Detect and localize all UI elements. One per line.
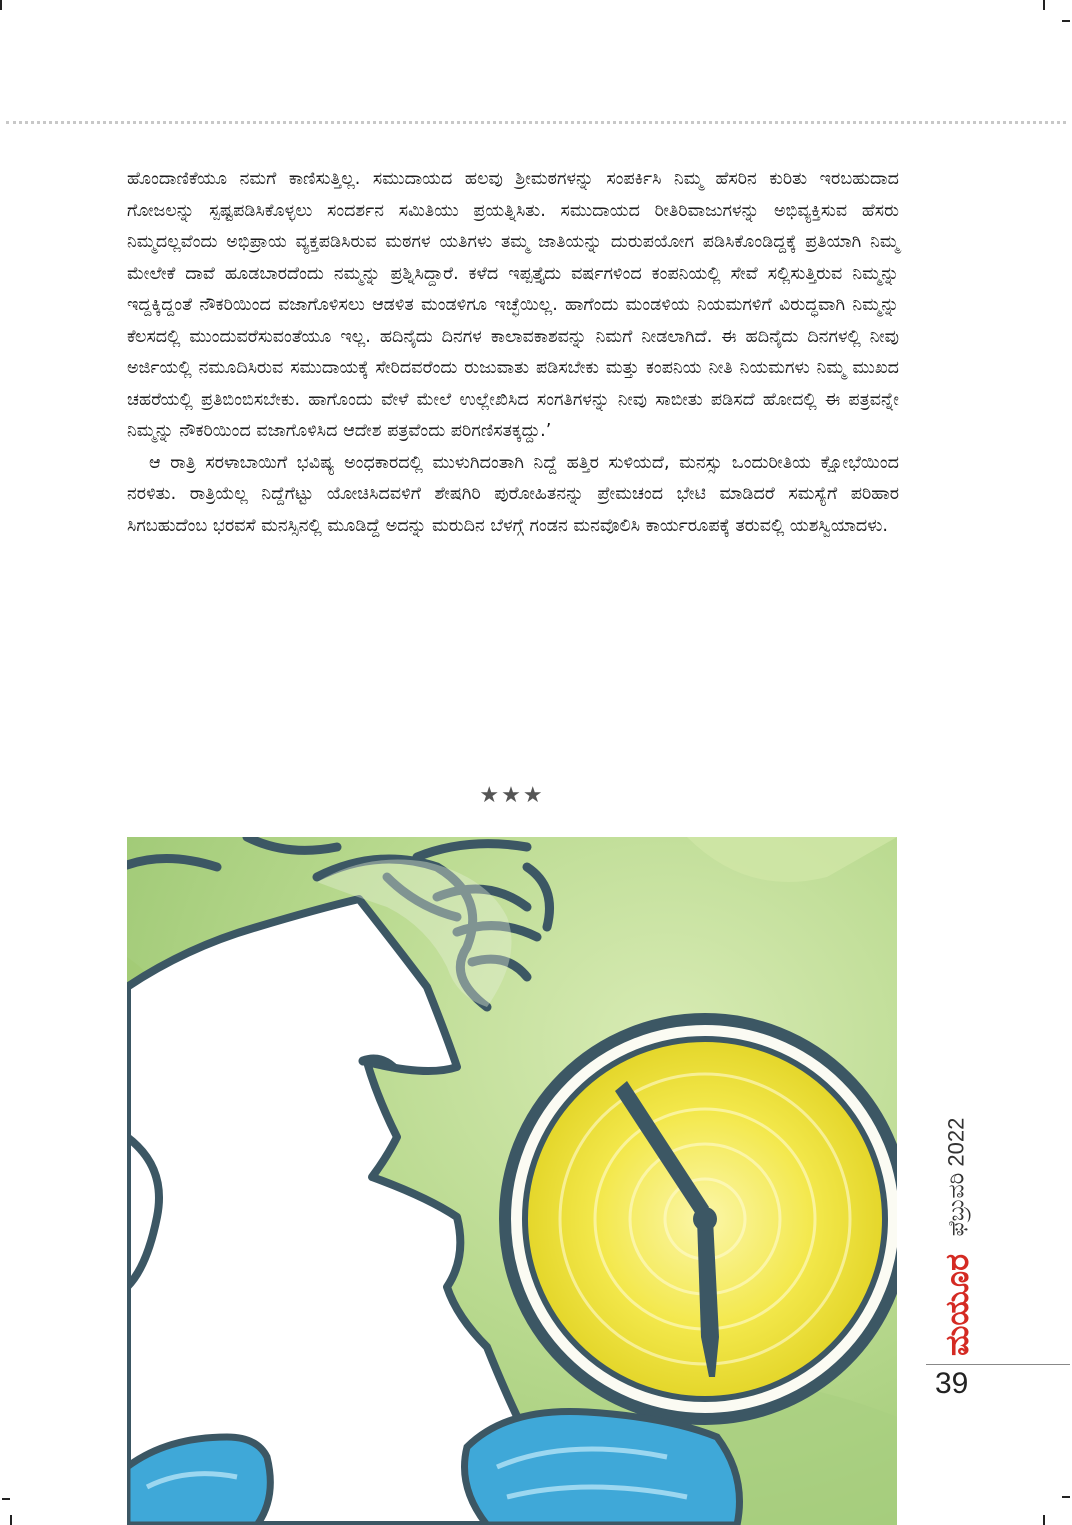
section-break: ★★★ <box>479 783 545 808</box>
illustration-art <box>127 837 897 1525</box>
crop-mark <box>1062 1496 1070 1498</box>
issue-date: ಫೆಬ್ರುವರಿ 2022 <box>943 1117 969 1237</box>
magazine-logo: ಮಯೂರ <box>938 1253 976 1357</box>
article-paragraph: ಆ ರಾತ್ರಿ ಸರಳಾಬಾಯಿಗೆ ಭವಿಷ್ಯ ಅಂಧಕಾರದಲ್ಲಿ ಮುಳುಗಿದಂತಾಗಿ ನಿದ್ದೆ ಹತ್ತಿರ ಸುಳಿಯದೆ, ಮನಸ್ಸು ಒಂದುರೀತಿಯ ಕ್ಷೋಭೆಯಿಂದ ನರಳಿತು. ರಾತ್ರಿಯೆಲ್ಲ ನಿದ್ದೆಗೆಟ್ಟು ಯೋಚಿಸಿದವಳಿಗೆ ಶೇಷಗಿರಿ ಪುರೋಹಿತನನ್ನು ಪ್ರೇಮಚಂದ ಭೇಟಿ ಮಾಡಿದರೆ ಸಮಸ್ಯೆಗೆ ಪರಿಹಾರ ಸಿಗಬಹುದೆಂಬ ಭರವಸೆ ಮನಸ್ಸಿನಲ್ಲಿ ಮೂಡಿದ್ದೆ ಅದನ್ನು ಮರುದಿನ ಬೆಳಗ್ಗೆ ಗಂಡನ ಮನವೊಲಿಸಿ ಕಾರ್ಯರೂಪಕ್ಕೆ ತರುವಲ್ಲಿ ಯಶಸ್ವಿಯಾದಳು. <box>127 452 899 536</box>
crop-mark <box>2 1498 10 1500</box>
article-body <box>127 164 899 542</box>
story-illustration <box>127 837 897 1525</box>
crop-mark <box>1062 20 1070 22</box>
sleeve-right <box>465 1411 740 1525</box>
page-number-rule <box>926 1364 1070 1365</box>
header-dotted-rule <box>6 121 1066 124</box>
crop-mark <box>0 0 2 10</box>
crop-mark <box>1043 1515 1045 1525</box>
crop-mark <box>10 1515 12 1525</box>
article-paragraph: ಹೊಂದಾಣಿಕೆಯೂ ನಮಗೆ ಕಾಣಿಸುತ್ತಿಲ್ಲ. ಸಮುದಾಯದ ಹಲವು ಶ್ರೀಮಠಗಳನ್ನು ಸಂಪರ್ಕಿಸಿ ನಿಮ್ಮ ಹೆಸರಿನ ಕುರಿತು ಇರಬಹುದಾದ ಗೋಜಲನ್ನು ಸ್ಪಷ್ಟಪಡಿಸಿಕೊಳ್ಳಲು ಸಂದರ್ಶನ ಸಮಿತಿಯು ಪ್ರಯತ್ನಿಸಿತು. ಸಮುದಾಯದ ರೀತಿರಿವಾಜುಗಳನ್ನು ಅಭಿವ್ಯಕ್ತಿಸುವ ಹೆಸರು ನಿಮ್ಮದಲ್ಲವೆಂದು ಅಭಿಪ್ರಾಯ ವ್ಯಕ್ತಪಡಿಸಿರುವ ಮಠಗಳ ಯತಿಗಳು ತಮ್ಮ ಜಾತಿಯನ್ನು ದುರುಪಯೋಗ ಪಡಿಸಿಕೊಂಡಿದ್ದಕ್ಕೆ ಪ್ರತಿಯಾಗಿ ನಿಮ್ಮ ಮೇಲೇಕೆ ದಾವೆ ಹೂಡಬಾರದೆಂದು ನಮ್ಮನ್ನು ಪ್ರಶ್ನಿಸಿದ್ದಾರೆ. ಕಳೆದ ಇಪ್ಪತ್ತೈದು ವರ್ಷಗಳಿಂದ ಕಂಪನಿಯಲ್ಲಿ ಸೇವೆ ಸಲ್ಲಿಸುತ್ತಿರುವ ನಿಮ್ಮನ್ನು ಇದ್ದಕ್ಕಿದ್ದಂತೆ ನೌಕರಿಯಿಂದ ವಜಾಗೊಳಿಸಲು ಆಡಳಿತ ಮಂಡಳಿಗೂ ಇಚ್ಛೆಯಿಲ್ಲ. ಹಾಗೆಂದು ಮಂಡಳಿಯ ನಿಯಮಗಳಿಗೆ ವಿರುದ್ಧವಾಗಿ ನಿಮ್ಮನ್ನು ಕೆಲಸದಲ್ಲಿ ಮುಂದುವರೆಸುವಂತೆಯೂ ಇಲ್ಲ. ಹದಿನೈದು ದಿನಗಳ ಕಾಲಾವಕಾಶವನ್ನು ನಿಮಗೆ ನೀಡಲಾಗಿದೆ. ಈ ಹದಿನೈದು ದಿನಗಳಲ್ಲಿ ನೀವು ಅರ್ಜಿಯಲ್ಲಿ ನಮೂದಿಸಿರುವ ಸಮುದಾಯಕ್ಕೆ ಸೇರಿದವರೆಂದು ರುಜುವಾತು ಪಡಿಸಬೇಕು ಮತ್ತು ಕಂಪನಿಯ ನೀತಿ ನಿಯಮಗಳು ನಿಮ್ಮ ಮುಖದ ಚಹರೆಯಲ್ಲಿ ಪ್ರತಿಬಿಂಬಿಸಬೇಕು. ಹಾಗೊಂದು ವೇಳೆ ಮೇಲೆ ಉಲ್ಲೇಖಿಸಿದ ಸಂಗತಿಗಳನ್ನು ನೀವು ಸಾಬೀತು ಪಡಿಸದೆ ಹೋದಲ್ಲಿ ಈ ಪತ್ರವನ್ನೇ ನಿಮ್ಮನ್ನು ನೌಕರಿಯಿಂದ ವಜಾಗೊಳಿಸಿದ ಆದೇಶ ಪತ್ರವೆಂದು ಪರಿಗಣಿಸತಕ್ಕದ್ದು.’ <box>127 169 899 441</box>
clock-center <box>693 1207 717 1231</box>
sleeve-left <box>127 1437 270 1525</box>
crop-mark <box>1043 0 1045 10</box>
page-number: 39 <box>935 1367 969 1400</box>
clock <box>505 1019 897 1419</box>
